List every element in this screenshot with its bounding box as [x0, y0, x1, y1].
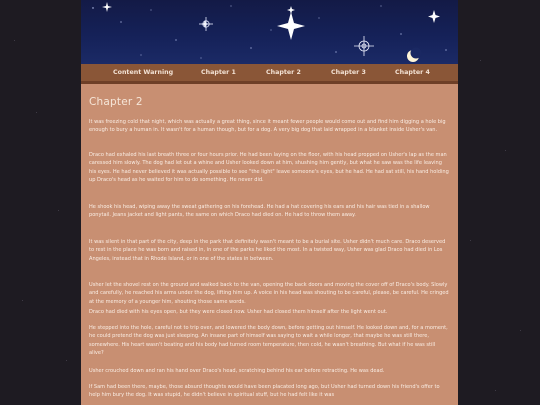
story-paragraph: Usher crouched down and ran his hand over Draco's head, scratching behind his ear before retracting. He was dead.: [89, 368, 385, 374]
nav-content-warning[interactable]: Content Warning: [113, 69, 174, 76]
sparkle-right-icon: [428, 10, 440, 23]
compass-star-icon: [199, 17, 213, 31]
page-container: [81, 0, 458, 405]
story-paragraph: Draco had died with his eyes open, but they were closed now. Usher had closed them himself after the light went out.: [89, 309, 388, 315]
big-star-icon: [277, 12, 305, 40]
story-paragraph: Draco had exhaled his last breath three or four hours prior. He had been laying on the floor, with his head propped on Usher's lap as the man caressed him slowly. The dog had let out a whine and Usher looked down at him, shushing him gently, but what he saw was the life leaving his eyes. He had never believed it was actually possible to see "the light" leave someone's eyes, but he had. He had sat still, his hand holding up Draco's head as he waited for him to do something. He never did.: [89, 152, 449, 184]
chapter-content: [81, 84, 458, 405]
sparkle-icon: [102, 2, 295, 28]
starry-sky-illustration: [81, 0, 458, 64]
nav-chapter-1[interactable]: Chapter 1: [201, 69, 236, 76]
story-paragraph: If Sam had been there, maybe, those absurd thoughts would have been placated long ago, but Usher had turned down his friend's offer to help him bury the dog. It was stupid, he didn't believe in spiritual stuff, but he had felt like it was: [89, 384, 440, 399]
nav-chapter-4[interactable]: Chapter 4: [395, 69, 430, 76]
chapter-nav: [81, 64, 458, 84]
nav-chapter-3[interactable]: Chapter 3: [331, 69, 366, 76]
ringed-star-icon: [354, 36, 374, 56]
moon-icon: [407, 48, 422, 63]
header-banner: [81, 0, 458, 64]
page-title: Chapter 2: [89, 96, 143, 108]
story-paragraph: It was silent in that part of the city, deep in the park that definitely wasn't meant to be a burial site. Usher didn't much care. Draco deserved to rest in the place he was born and raised in, in one of the parks he liked the most. In a twisted way, Usher was glad Draco had died in Los Angeles, instead that in Rhode Island, or in one of the states in between.: [89, 239, 446, 262]
story-paragraph: He shook his head, wiping away the sweat gathering on his forehead. He had a hat covering his ears and his hair was tied in a shallow ponytail. Jeans jacket and light pants, the same on which Draco had died on. He had to throw them away.: [89, 204, 430, 219]
story-paragraph: Usher let the shovel rest on the ground and walked back to the van, opening the back doors and moving the cover off of Draco's body. Slowly and carefully, he reached his arms under the dog, lifting him up. A voice in his head was shouting to be careful, please, be careful. He cringed at the memory of a younger him, shouting those same words.: [89, 282, 449, 305]
story-paragraph: It was freezing cold that night, which was actually a great thing, since it meant fewer people would come out and find him digging a hole big enough to bury a human in. It wasn't for a human though, but for a dog. A very big dog that laid wrapped in a blanket inside Usher's van.: [89, 119, 446, 134]
story-paragraph: He stepped into the hole, careful not to trip over, and lowered the body down, before getting out himself. He looked down and, for a moment, he could pretend the dog was just sleeping. An insane part of himself was saying to wait a while longer, that maybe he was still there, somewhere. His heart wasn't beating and his body had turned room temperature, then cold, he wasn't breathing. But what if he was still alive?: [89, 325, 448, 357]
nav-chapter-2[interactable]: Chapter 2: [266, 69, 301, 76]
